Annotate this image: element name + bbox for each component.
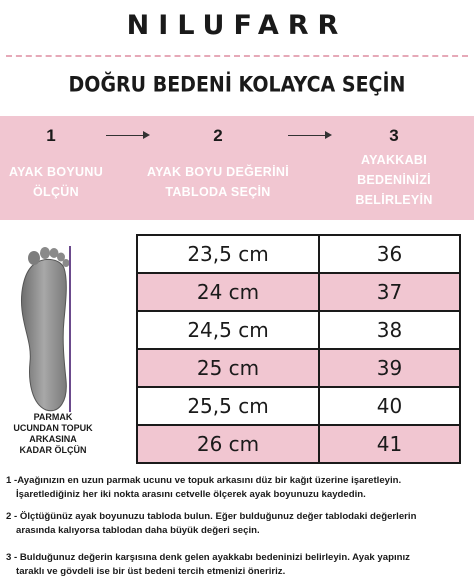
foot-caption-line-4: KADAR ÖLÇÜN xyxy=(19,445,87,455)
foot-illustration xyxy=(12,244,76,414)
shoe-size-cell: 37 xyxy=(319,273,460,311)
arrow-right-icon xyxy=(288,135,330,136)
step-1-text xyxy=(0,162,112,202)
step-3-line-1: AYAKKABI xyxy=(360,153,428,167)
table-row xyxy=(137,349,460,387)
table-row xyxy=(137,425,460,463)
instruction-note-3 xyxy=(6,551,468,579)
note-1-line-2: İşaretlediğiniz her iki nokta arasını cetvelle ölçerek ayak boyunuzu kaydedin. xyxy=(16,489,366,500)
step-3-line-3: BELİRLEYİN xyxy=(355,193,433,207)
step-2-line-1: AYAK BOYU DEĞERİNİ xyxy=(146,165,289,179)
shoe-size-cell: 36 xyxy=(319,235,460,273)
step-2-line-2: TABLODA SEÇİN xyxy=(165,185,271,199)
instruction-note-2 xyxy=(6,510,468,538)
step-1-line-1: AYAK BOYUNU xyxy=(8,165,104,179)
step-1-number: 1 xyxy=(46,126,56,145)
note-3-line-1: 3 - Bulduğunuz değerin karşısına denk gelen ayakkabı bedeninizi belirleyin. Ayak yapınız xyxy=(6,552,410,563)
foot-length-cell: 24 cm xyxy=(137,273,319,311)
arrow-right-icon xyxy=(106,135,148,136)
size-table xyxy=(136,234,461,464)
note-2-line-1: 2 - Ölçtüğünüz ayak boyunuzu tabloda bulun. Eğer bulduğunuz değer tablodaki değerlerin xyxy=(6,511,417,522)
table-row xyxy=(137,311,460,349)
foot-outline-icon xyxy=(12,244,76,414)
note-3-line-2: taraklı ve gövdeli ise bir üst bedeni tercih etmenizi öneririz. xyxy=(16,566,286,577)
shoe-size-cell: 41 xyxy=(319,425,460,463)
foot-caption-line-1: PARMAK xyxy=(33,412,73,422)
foot-caption xyxy=(4,412,102,456)
step-2-number: 2 xyxy=(213,126,223,145)
steps-band xyxy=(0,116,474,220)
foot-caption-line-2: UCUNDAN TOPUK xyxy=(13,423,93,433)
step-2-text xyxy=(130,162,306,202)
shoe-size-cell: 40 xyxy=(319,387,460,425)
table-row xyxy=(137,273,460,311)
note-1-line-1: 1 -Ayağınızın en uzun parmak ucunu ve topuk arkasını düz bir kağıt üzerine işaretleyin. xyxy=(6,475,402,486)
foot-length-cell: 25 cm xyxy=(137,349,319,387)
table-row xyxy=(137,235,460,273)
page-title: DOĞRU BEDENİ KOLAYCA SEÇİN xyxy=(68,72,406,98)
foot-length-cell: 25,5 cm xyxy=(137,387,319,425)
instruction-note-1 xyxy=(6,474,468,502)
note-2-line-2: arasında kalıyorsa tablodan daha büyük değeri seçin. xyxy=(16,525,260,536)
step-3-line-2: BEDENİNİZİ xyxy=(357,173,431,187)
foot-length-cell: 23,5 cm xyxy=(137,235,319,273)
dashed-divider xyxy=(6,55,468,57)
foot-caption-line-3: ARKASINA xyxy=(29,434,77,444)
step-3-number: 3 xyxy=(389,126,399,145)
shoe-size-cell: 39 xyxy=(319,349,460,387)
brand-logo: NILUFARR xyxy=(126,10,348,41)
foot-length-cell: 24,5 cm xyxy=(137,311,319,349)
step-1-line-2: ÖLÇÜN xyxy=(33,185,79,199)
table-row xyxy=(137,387,460,425)
shoe-size-cell: 38 xyxy=(319,311,460,349)
foot-length-cell: 26 cm xyxy=(137,425,319,463)
step-3-text xyxy=(330,150,458,210)
